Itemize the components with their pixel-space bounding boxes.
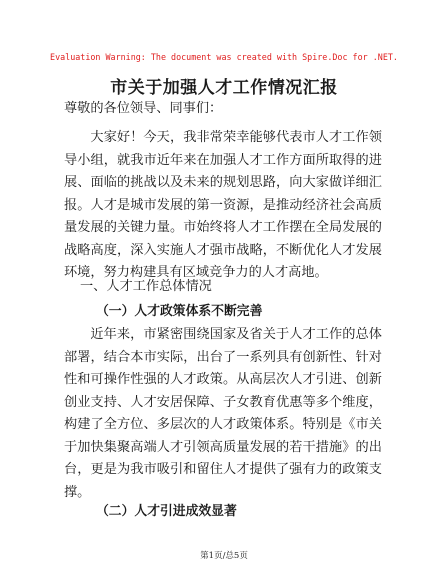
subheading-policy: （一）人才政策体系不断完善 [96,304,263,319]
salutation: 尊敬的各位领导、同事们： [64,101,223,116]
page-number: 第1页/总5页 [200,551,248,561]
paragraph-policy: 近年来，市紧密围绕国家及省关于人才工作的总体部署，结合本市实际，出台了一系列具有创新性、针对性和可操作性强的人才政策。从高层次人才引进、创新创业支持、人才安居保障、子女教育优惠等多个维度，构建了全方位、多层次的人才政策体系。特别是《市关于加快集聚高端人才引领高质量发展的若干措施》的出台，更是为我市吸引和留住人才提供了强有力的政策支撑。 [64,327,382,500]
document-title: 市关于加强人才工作情况汇报 [110,78,338,98]
paragraph-intro: 大家好！今天，我非常荣幸能够代表市人才工作领导小组，就我市近年来在加强人才工作方面所取得的进展、面临的挑战以及未来的规划思路，向大家做详细汇报。人才是城市发展的第一资源，是推动经济社会高质量发展的关键力量。市始终将人才工作摆在全局发展的战略高度，深入实施人才强市战略，不断优化人才发展环境，努力构建具有区域竞争力的人才高地。 [64,130,382,280]
evaluation-warning: Evaluation Warning: The document was created with Spire.Doc for .NET. [50,52,398,62]
subheading-talent: （二）人才引进成效显著 [96,504,237,519]
section-heading: 一、人才工作总体情况 [80,279,212,294]
